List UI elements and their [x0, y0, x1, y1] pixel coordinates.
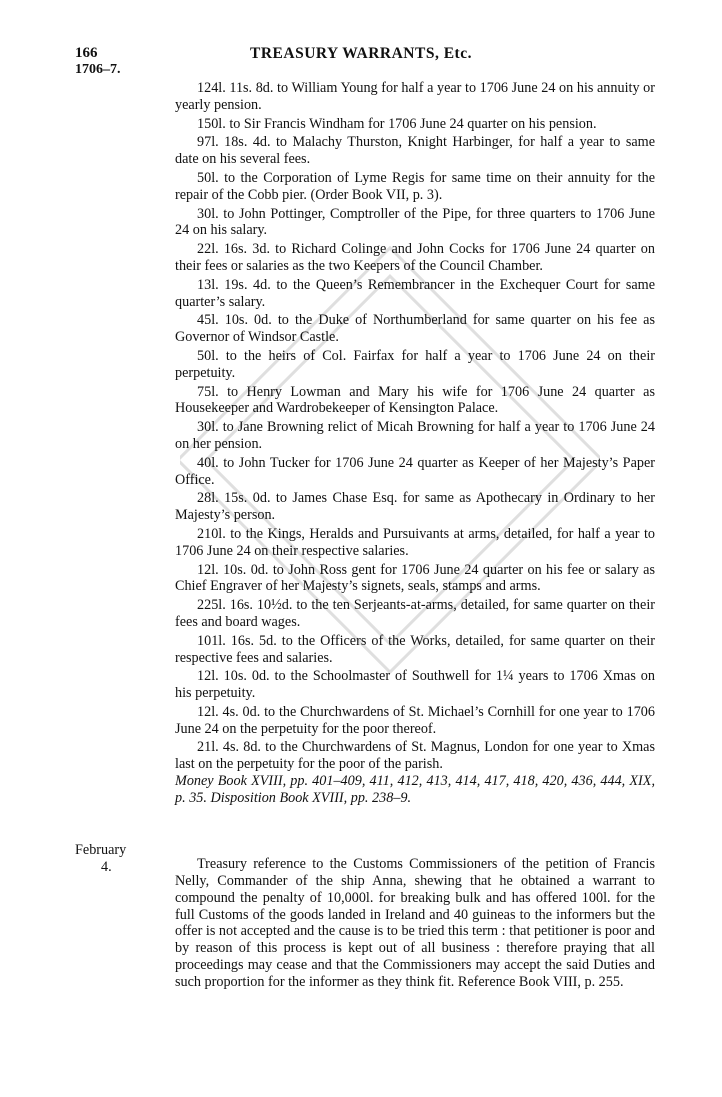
warrant-entry: 225l. 16s. 10½d. to the ten Serjeants-at-arms, detailed, for same quarter on their fees and board wages. [175, 597, 655, 630]
warrant-entry: 97l. 18s. 4d. to Malachy Thurston, Knight Harbinger, for half a year to same date on his several fees. [175, 134, 655, 168]
warrant-entry: 50l. to the Corporation of Lyme Regis for same time on their annuity for the repair of the Cobb pier. (Order Book VII, p. 3). [175, 169, 655, 203]
warrant-entry: 30l. to Jane Browning relict of Micah Browning for half a year to 1706 June 24 on her pension. [175, 419, 655, 452]
reference-entry: Treasury reference to the Customs Commissioners of the petition of Francis Nelly, Commander of the ship Anna, shewing that he obtained a warrant to compound the penalty of 10,000l. for breaking bulk and has offered 100l. for the full Customs of the goods landed in Ireland and 40 guineas to the informers but the offer is not accepted and the cause is to be tried this term : that petitioner is poor and by reason of this process is kept out of all business : therefore praying that all proceedings may cease and that the Commissioners may accept the said Duties and such proportion for the informer as they think fit. Reference Book VIII, p. 255. [175, 856, 655, 990]
warrant-entry: 210l. to the Kings, Heralds and Pursuivants at arms, detailed, for half a year to 1706 June 24 on their respective salaries. [175, 525, 655, 559]
source-reference-text: Money Book XVIII, pp. 401–409, 411, 412, 413, 414, 417, 418, 420, 436, 444, XIX, p. 35. Disposition Book XVIII, pp. 238–9. [175, 773, 655, 806]
page-number: 166 [75, 45, 98, 61]
warrant-entry: 45l. 10s. 0d. to the Duke of Northumberland for same quarter on his fee as Governor of Windsor Castle. [175, 312, 655, 346]
warrant-entry: 124l. 11s. 8d. to William Young for half a year to 1706 June 24 on his annuity or yearly pension. [175, 80, 655, 113]
warrant-entry: 12l. 10s. 0d. to John Ross gent for 1706 June 24 quarter on his fee or salary as Chief Engraver of her Majesty’s signets, seals, stamps and arms. [175, 561, 655, 595]
warrant-entry: 75l. to Henry Lowman and Mary his wife for 1706 June 24 quarter as Housekeeper and Wardrobekeeper of Kensington Palace. [175, 383, 655, 417]
warrant-entry: 12l. 10s. 0d. to the Schoolmaster of Southwell for 1¼ years to 1706 Xmas on his perpetuity. [175, 668, 655, 702]
warrant-entry: 21l. 4s. 8d. to the Churchwardens of St. Magnus, London for one year to Xmas last on the perpetuity for the poor of the parish. [175, 739, 655, 773]
warrant-entry: 28l. 15s. 0d. to James Chase Esq. for same as Apothecary in Ordinary to her Majesty’s person. [175, 490, 655, 524]
warrant-entry: 40l. to John Tucker for 1706 June 24 quarter as Keeper of her Majesty’s Paper Office. [175, 454, 655, 488]
year-range-margin: 1706–7. [75, 62, 121, 77]
warrant-entry: 150l. to Sir Francis Windham for 1706 June 24 quarter on his pension. [197, 115, 597, 132]
warrant-entry: 30l. to John Pottinger, Comptroller of the Pipe, for three quarters to 1706 June 24 on his salary. [175, 205, 655, 239]
warrant-entry: 22l. 16s. 3d. to Richard Colinge and John Cocks for 1706 June 24 quarter on their fees or salaries as the two Keepers of the Council Chamber. [175, 241, 655, 274]
date-margin [75, 842, 126, 876]
date-day: 4. [101, 858, 112, 875]
source-reference [175, 773, 655, 807]
running-head: TREASURY WARRANTS, Etc. [250, 45, 472, 62]
warrant-entry: 101l. 16s. 5d. to the Officers of the Works, detailed, for same quarter on their respective fees and salaries. [175, 632, 655, 666]
warrant-entry: 12l. 4s. 0d. to the Churchwardens of St. Michael’s Cornhill for one year to 1706 June 24 on the perpetuity for the poor thereof. [175, 703, 655, 737]
warrant-entries [175, 80, 655, 809]
warrant-entry: 13l. 19s. 4d. to the Queen’s Remembrancer in the Exchequer Court for same quarter’s salary. [175, 276, 655, 310]
date-month: February [75, 842, 127, 858]
warrant-entry: 50l. to the heirs of Col. Fairfax for half a year to 1706 June 24 on their perpetuity. [175, 347, 655, 381]
